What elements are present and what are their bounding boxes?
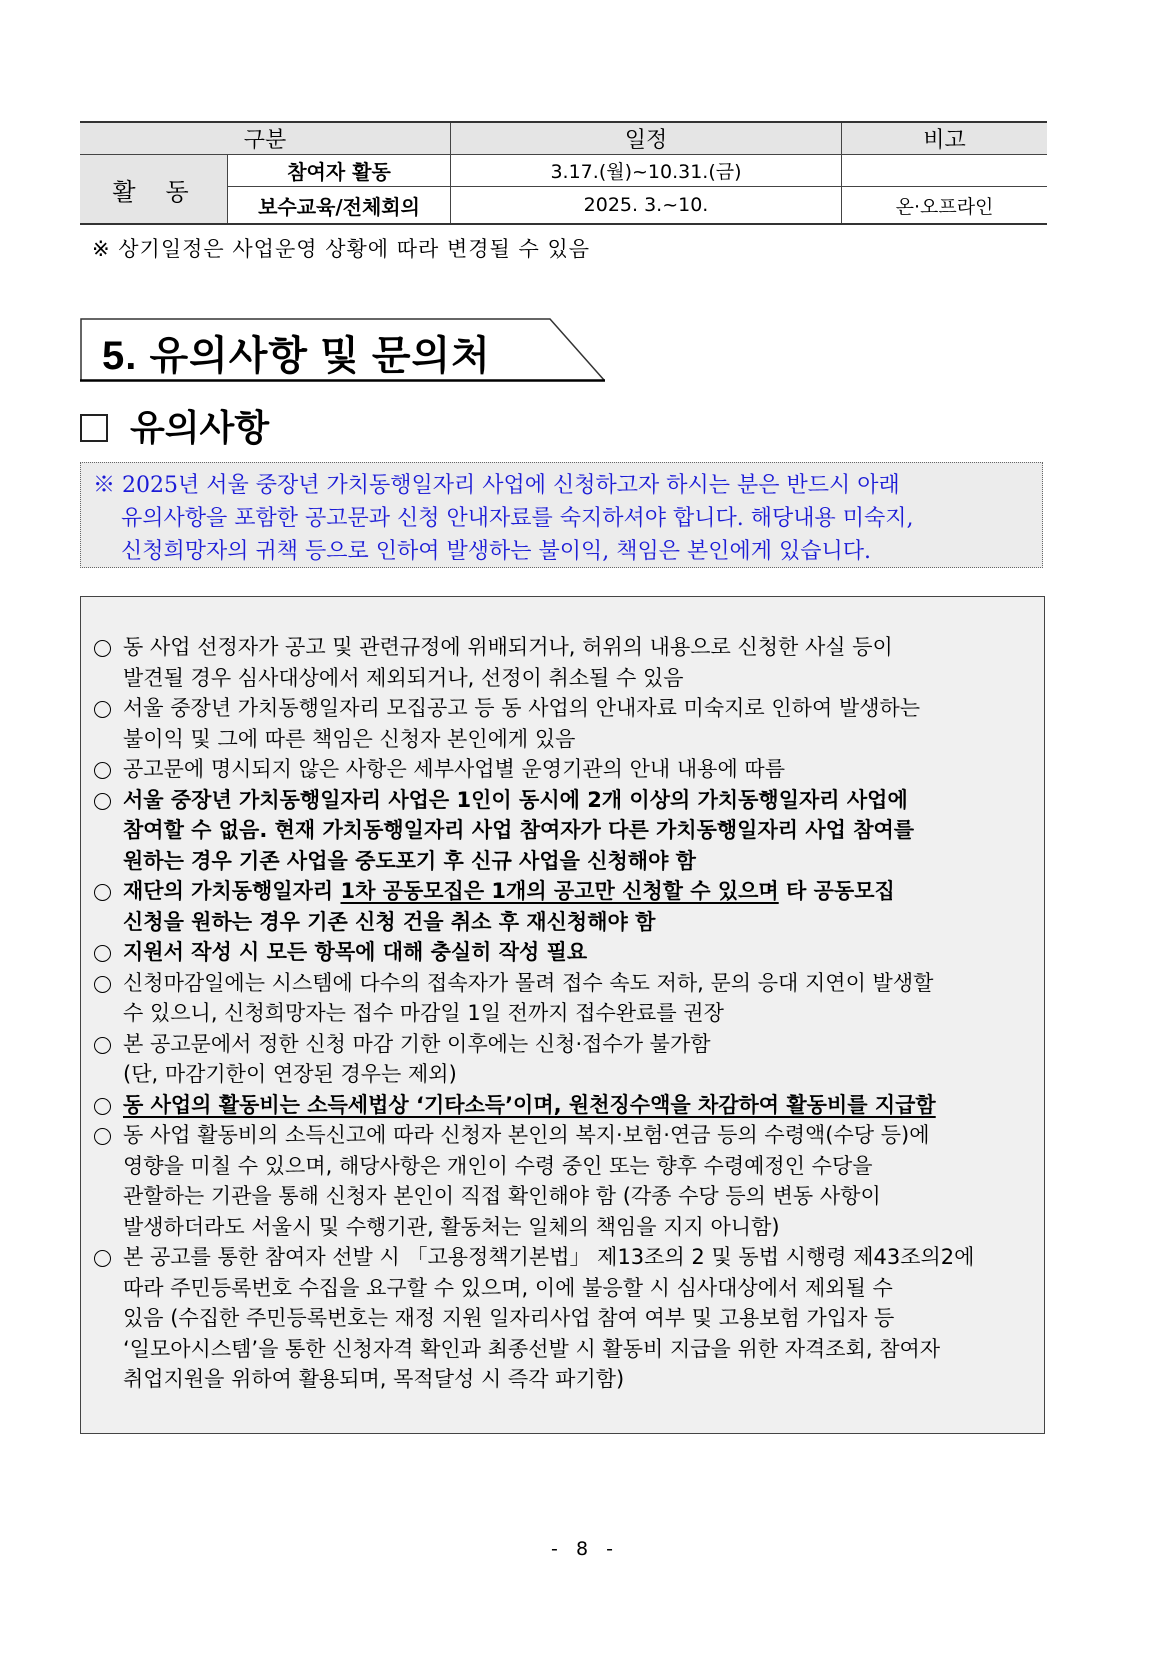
subsection-title: 유의사항 <box>130 408 270 449</box>
list-item <box>91 968 1032 1029</box>
list-item <box>91 1242 1032 1395</box>
subsection-heading <box>80 400 269 451</box>
list-item <box>91 876 1032 937</box>
list-item <box>91 1090 1032 1121</box>
page-number: - 8 - <box>551 1538 619 1560</box>
checkbox-square-icon <box>80 414 108 442</box>
circle-bullet-icon <box>94 884 111 901</box>
item-text: 발생하더라도 서울시 및 수행기관, 활동처는 일체의 책임을 지지 아니함) <box>123 1214 780 1239</box>
item-text: 신청마감일에는 시스템에 다수의 접속자가 몰려 접수 속도 저하, 문의 응대 지연이 발생할 <box>123 970 934 995</box>
item-text: (단, 마감기한이 연장된 경우는 제외) <box>123 1062 457 1086</box>
list-item <box>91 632 1032 693</box>
row-category: 보수교육/전체회의 <box>228 187 451 225</box>
item-text: 동 사업 활동비의 소득신고에 따라 신청자 본인의 복지·보험·연금 등의 수령액(수당 등)에 <box>123 1123 930 1147</box>
table-header-row <box>80 122 1047 155</box>
row-remark <box>842 155 1048 187</box>
circle-bullet-icon <box>94 945 111 962</box>
circle-bullet-icon <box>94 1098 111 1115</box>
row-remark: 온·오프라인 <box>842 187 1048 225</box>
circle-bullet-icon <box>94 1037 111 1054</box>
schedule-note: ※ 상기일정은 사업운영 상황에 따라 변경될 수 있음 <box>92 237 591 261</box>
item-text: 동 사업의 활동비는 소득세법상 ‘기타소득’이며, 원천징수액을 차감하여 활동비를 지급함 <box>123 1092 936 1117</box>
group-label: 활동 <box>80 155 228 225</box>
row-category: 참여자 활동 <box>228 155 451 187</box>
item-text: 영향을 미칠 수 있으며, 해당사항은 개인이 수령 중인 또는 향후 수령예정인 수당을 <box>123 1153 873 1178</box>
item-text: 수 있으니, 신청희망자는 접수 마감일 1일 전까지 접수완료를 권장 <box>123 1001 724 1025</box>
item-text: 따라 주민등록번호 수집을 요구할 수 있으며, 이에 불응할 시 심사대상에서 제외될 수 <box>123 1275 893 1300</box>
item-text: 신청을 원하는 경우 기존 신청 건을 취소 후 재신청해야 함 <box>123 909 656 934</box>
item-text: 있음 (수집한 주민등록번호는 재정 지원 일자리사업 참여 여부 및 고용보험 가입자 등 <box>123 1306 895 1330</box>
schedule-table <box>80 121 1047 225</box>
item-text: 본 공고문에서 정한 신청 마감 기한 이후에는 신청·접수가 불가함 <box>123 1031 711 1056</box>
header-remark: 비고 <box>842 122 1048 155</box>
header-category: 구분 <box>80 122 451 155</box>
item-text: 동 사업 선정자가 공고 및 관련규정에 위배되거나, 허위의 내용으로 신청한 사실 등이 <box>123 635 893 659</box>
item-text-pre: 재단의 가치동행일자리 <box>123 879 341 903</box>
item-text-post: 타 공동모집 <box>778 879 895 903</box>
item-text: 발견될 경우 심사대상에서 제외되거나, 선정이 취소될 수 있음 <box>123 665 684 690</box>
item-text: 공고문에 명시되지 않은 사항은 세부사업별 운영기관의 안내 내용에 따름 <box>123 757 785 781</box>
circle-bullet-icon <box>94 701 111 718</box>
list-item <box>91 1029 1032 1090</box>
circle-bullet-icon <box>94 762 111 779</box>
item-text: 참여할 수 없음. 현재 가치동행일자리 사업 참여자가 다른 가치동행일자리 사업 참여를 <box>123 818 915 842</box>
notice-line: 신청희망자의 귀책 등으로 인하여 발생하는 불이익, 책임은 본인에게 있습니다. <box>121 539 871 564</box>
item-text: 본 공고를 통한 참여자 선발 시 「고용정책기본법」 제13조의 2 및 동법 시행령 제43조의2에 <box>123 1245 975 1269</box>
header-schedule: 일정 <box>451 122 842 155</box>
item-text: 관할하는 기관을 통해 신청자 본인이 직접 확인해야 함 (각종 수당 등의 변동 사항이 <box>123 1184 881 1208</box>
notice-line: 유의사항을 포함한 공고문과 신청 안내자료를 숙지하셔야 합니다. 해당내용 미숙지, <box>121 506 914 531</box>
section-heading <box>80 318 605 382</box>
item-text: 취업지원을 위하여 활용되며, 목적달성 시 즉각 파기함) <box>123 1367 625 1391</box>
item-text: 불이익 및 그에 따른 책임은 신청자 본인에게 있음 <box>123 726 576 751</box>
circle-bullet-icon <box>94 640 111 657</box>
item-text: 지원서 작성 시 모든 항목에 대해 충실히 작성 필요 <box>123 940 588 964</box>
table-row <box>80 155 1047 187</box>
circle-bullet-icon <box>94 976 111 993</box>
section-title: 5. 유의사항 및 문의처 <box>102 334 491 378</box>
circle-bullet-icon <box>94 1250 111 1267</box>
list-item <box>91 754 1032 785</box>
notice-line: ※ 2025년 서울 중장년 가치동행일자리 사업에 신청하고자 하시는 분은 반드시 아래 <box>93 473 900 498</box>
row-schedule: 3.17.(월)~10.31.(금) <box>451 155 842 187</box>
item-text-underlined: 1차 공동모집은 1개의 공고만 신청할 수 있으며 <box>340 879 779 903</box>
circle-bullet-icon <box>94 1128 111 1145</box>
list-item <box>91 785 1032 877</box>
row-schedule: 2025. 3.~10. <box>451 187 842 225</box>
list-item <box>91 693 1032 754</box>
item-text: ‘일모아시스템’을 통한 신청자격 확인과 최종선발 시 활동비 지급을 위한 자격조회, 참여자 <box>123 1336 941 1361</box>
item-text: 서울 중장년 가치동행일자리 사업은 1인이 동시에 2개 이상의 가치동행일자리 사업에 <box>123 787 908 812</box>
list-item <box>91 1120 1032 1242</box>
item-text: 원하는 경우 기존 사업을 중도포기 후 신규 사업을 신청해야 함 <box>123 848 696 873</box>
list-item <box>91 937 1032 968</box>
notice-box <box>80 462 1043 568</box>
circle-bullet-icon <box>94 793 111 810</box>
caution-box <box>80 596 1045 1434</box>
item-text <box>123 876 1032 907</box>
item-text: 서울 중장년 가치동행일자리 모집공고 등 동 사업의 안내자료 미숙지로 인하여 발생하는 <box>123 696 921 720</box>
